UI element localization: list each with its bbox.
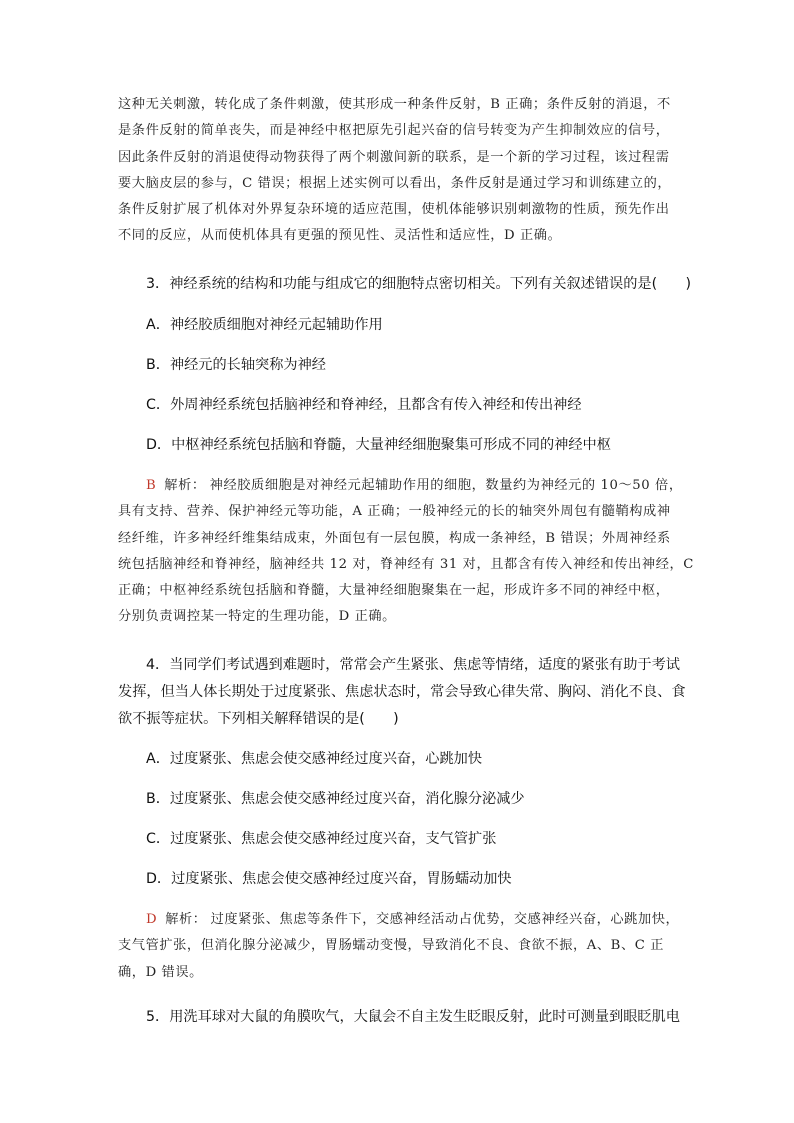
analysis-line: 正确；中枢神经系统包括脑和脊髓，大量神经细胞聚集在一起，形成许多不同的神经中枢， bbox=[118, 583, 670, 599]
analysis-line: 过度紧张、焦虑等条件下，交感神经活动占优势，交感神经兴奋，心跳加快， bbox=[210, 912, 680, 927]
explanation-line: 是条件反射的简单丧失，而是神经中枢把原先引起兴奋的信号转变为产生抑制效应的信号， bbox=[118, 123, 670, 139]
explanation-line: 因此条件反射的消退使得动物获得了两个刺激间新的联系，是一个新的学习过程，该过程需 bbox=[118, 149, 670, 165]
question-4-option-d: D．过度紧张、焦虑会使交感神经过度兴奋，胃肠蠕动加快 bbox=[146, 871, 512, 887]
question-3-stem: 3．神经系统的结构和功能与组成它的细胞特点密切相关。下列有关叙述错误的是( ) bbox=[146, 276, 692, 292]
analysis-label: 解析： bbox=[165, 912, 207, 927]
question-4-stem-line-2: 发挥，但当人体长期处于过度紧张、焦虑状态时，常会导致心律失常、胸闷、消化不良、食 bbox=[118, 684, 686, 700]
question-4-option-a: A．过度紧张、焦虑会使交感神经过度兴奋，心跳加快 bbox=[146, 751, 483, 767]
explanation-line: 条件反射扩展了机体对外界复杂环境的适应范围，使机体能够识别刺激物的性质，预先作出 bbox=[118, 202, 670, 218]
question-3-option-d: D．中枢神经系统包括脑和脊髓，大量神经细胞聚集可形成不同的神经中枢 bbox=[146, 437, 611, 453]
question-3-option-b: B．神经元的长轴突称为神经 bbox=[146, 357, 326, 373]
question-3-analysis bbox=[118, 473, 694, 631]
question-4-option-b: B．过度紧张、焦虑会使交感神经过度兴奋，消化腺分泌减少 bbox=[146, 791, 525, 807]
analysis-line: 具有支持、营养、保护神经元等功能，A 正确；一般神经元的长的轴突外周包有髓鞘构成神 bbox=[118, 504, 671, 520]
question-4-option-c: C．过度紧张、焦虑会使交感神经过度兴奋，支气管扩张 bbox=[146, 831, 497, 847]
analysis-line: 经纤维，许多神经纤维集结成束，外面包有一层包膜，构成一条神经，B 错误；外周神经系 bbox=[118, 530, 671, 546]
question-4-stem-line-3: 欲不振等症状。下列相关解释错误的是( ) bbox=[118, 711, 399, 727]
question-3-answer: B bbox=[146, 478, 157, 493]
question-5-stem-line-1: 5．用洗耳球对大鼠的角膜吹气，大鼠会不自主发生眨眼反射，此时可测量到眼眨肌电 bbox=[146, 1009, 680, 1025]
analysis-line: 分别负责调控某一特定的生理功能，D 正确。 bbox=[118, 609, 396, 625]
analysis-line: 神经胶质细胞是对神经元起辅助作用的细胞，数量约为神经元的 10～50 倍， bbox=[209, 478, 683, 493]
question-4-answer: D bbox=[146, 912, 158, 927]
previous-explanation bbox=[118, 92, 678, 250]
explanation-line: 不同的反应，从而使机体具有更强的预见性、灵活性和适应性，D 正确。 bbox=[118, 228, 562, 244]
question-3-option-a: A．神经胶质细胞对神经元起辅助作用 bbox=[146, 317, 383, 333]
analysis-line: 统包括脑神经和脊神经，脑神经共 12 对，脊神经有 31 对，且都含有传入神经和传出神经，C bbox=[118, 556, 694, 572]
question-4-stem-line-1: 4．当同学们考试遇到难题时，常常会产生紧张、焦虑等情绪，适度的紧张有助于考试 bbox=[146, 657, 680, 673]
explanation-line: 要大脑皮层的参与，C 错误；根据上述实例可以看出，条件反射是通过学习和训练建立的， bbox=[118, 175, 672, 191]
analysis-line: 支气管扩张，但消化腺分泌减少，胃肠蠕动变慢，导致消化不良、食欲不振，A、B、C 正 bbox=[118, 938, 665, 954]
analysis-line: 确，D 错误。 bbox=[118, 964, 203, 980]
question-3-option-c: C．外周神经系统包括脑神经和脊神经，且都含有传入神经和传出神经 bbox=[146, 397, 582, 413]
explanation-line: 这种无关刺激，转化成了条件刺激，使其形成一种条件反射，B 正确；条件反射的消退，不 bbox=[118, 97, 671, 112]
question-4-analysis bbox=[118, 907, 678, 986]
analysis-label: 解析： bbox=[164, 478, 206, 493]
